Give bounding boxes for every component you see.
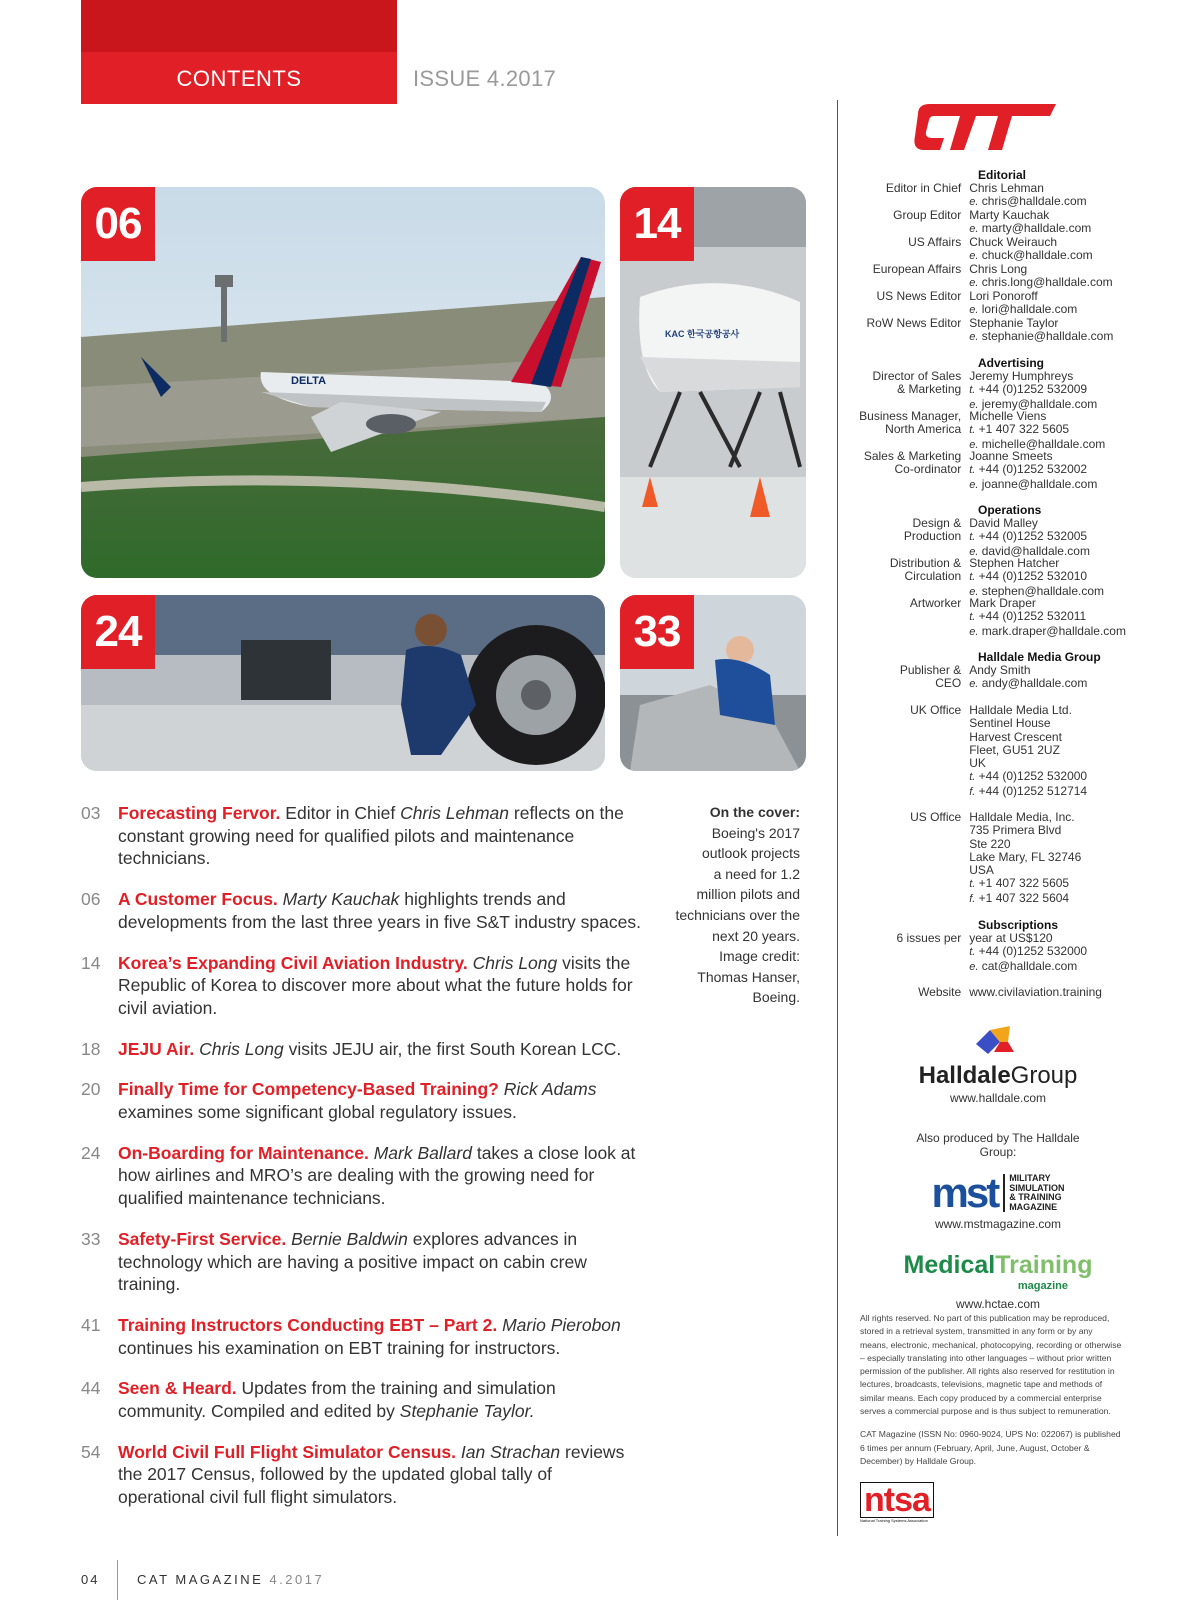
toc-entry[interactable]: 33 Safety-First Service. Bernie Baldwin explores advances in technology which are having a positive impact on cabin crew training. [81, 1228, 587, 1295]
masthead-row: Business Manager, North America Michelle Viens t. +1 407 322 5605 e. michelle@halldale.com [859, 409, 1106, 451]
website-link[interactable]: www.civilaviation.training [969, 985, 1102, 999]
operations-heading: Operations [978, 503, 1042, 517]
banner-shade [81, 0, 397, 52]
masthead-row: Distribution & Circulation Stephen Hatcher t. +44 (0)1252 532010 e. stephen@halldale.com [889, 556, 1104, 598]
cat-logo [914, 100, 1060, 154]
toc-entry[interactable]: 06 A Customer Focus. Marty Kauchak highlights trends and developments from the last three years in five S&T industry spaces. [81, 889, 641, 932]
page-number: 04 [81, 1572, 100, 1587]
photo-maintenance-technician[interactable] [81, 595, 605, 771]
masthead-row: Artworker Mark Draper t. +44 (0)1252 532011 e. mark.draper@halldale.com [909, 596, 1126, 638]
cover-caption: On the cover: Boeing's 2017 outlook projects a need for 1.2 million pilots and technicians over the next 20 years. Image credit: Thomas Hanser, Boeing. [660, 802, 800, 1008]
legal-notice: All rights reserved. No part of this publication may be reproduced, stored in a retrieval system, transmitted in any form or by any means, electronic, mechanical, photocopying, recording or otherwise – especially translating into other languages – without prior written permission of the publisher. All rights also reserved for restitution in lectures, broadcasts, televisions, magnetic tape and methods of similar means. Each copy produced by a commercial enterprise serves a commercial purpose and is thus subject to remuneration. CAT Magazine (ISSN No: 0960-9024, UPS No: 022067) is published 6 times per annum (February, April, June, August, October & December) by Halldale Group. ntsa National Training Systems Association [860, 1313, 1122, 1524]
toc-entry[interactable]: 54 World Civil Full Flight Simulator Census. Ian Strachan reviews the 2017 Census, followed by the updated global tally of operational civil full flight simulators. [81, 1441, 625, 1508]
advertising-heading: Advertising [978, 356, 1045, 370]
photo-engine-workshop[interactable] [620, 595, 806, 771]
toc-entry[interactable]: 41 Training Instructors Conducting EBT – Part 2. Mario Pierobon continues his examination on EBT training for instructors. [81, 1314, 621, 1358]
issue-label: ISSUE 4.2017 [413, 66, 557, 91]
website-row: Website www.civilaviation.training [848, 986, 1138, 999]
masthead-row: Design & Production David Malley t. +44 (0)1252 532005 e. david@halldale.com [903, 516, 1090, 558]
masthead-row: Editor in Chief Chris Lehman e. chris@halldale.com [885, 181, 1087, 209]
medical-training-logo: MedicalTraining magazine [903, 1251, 1093, 1292]
masthead-row: Director of Sales & Marketing Jeremy Humphreys t. +44 (0)1252 532009 e. jeremy@halldale.com [872, 369, 1098, 411]
toc-entry[interactable]: 20 Finally Time for Competency-Based Training? Rick Adams examines some significant global regulatory issues. [81, 1079, 597, 1123]
subscriptions-heading: Subscriptions [978, 918, 1059, 932]
masthead-row: European Affairs Chris Long e. chris.long@halldale.com [872, 262, 1113, 290]
toc-entry[interactable]: 18 JEJU Air. Chris Long visits JEJU air, the first South Korean LCC. [81, 1038, 622, 1059]
medical-training-url[interactable]: www.hctae.com [955, 1297, 1041, 1311]
photo-number-badge: 06 [81, 187, 155, 261]
masthead-row: UK Office Halldale Media Ltd. Sentinel House Harvest Crescent Fleet, GU51 2UZ UK t. +44 (0)1252 532000 f. +44 (0)1252 512714 [910, 703, 1088, 798]
footer-divider [117, 1560, 118, 1600]
halldale-url[interactable]: www.halldale.com [949, 1091, 1047, 1105]
maintenance-technician-image [81, 595, 605, 771]
svg-text:KAC 한국공항공사: KAC 한국공항공사 [665, 329, 740, 339]
also-produced-text: Also produced by The Halldale Group: [916, 1131, 1080, 1159]
cover-heading: On the cover: [709, 804, 800, 820]
masthead-row: US News Editor Lori Ponoroff e. lori@halldale.com [876, 289, 1078, 317]
masthead-row: RoW News Editor Stephanie Taylor e. stephanie@halldale.com [866, 316, 1114, 344]
toc-entry[interactable]: 14 Korea’s Expanding Civil Aviation Industry. Chris Long visits the Republic of Korea to discover more about what the future holds for civil aviation. [81, 952, 633, 1018]
svg-text:DELTA: DELTA [291, 375, 327, 387]
svg-text:CAT: CAT [986, 148, 988, 149]
photo-number-badge: 14 [620, 187, 694, 261]
photo-delta-aircraft[interactable] [81, 187, 605, 578]
masthead-row: US Affairs Chuck Weirauch e. chuck@halldale.com [908, 235, 1093, 263]
toc-entry[interactable]: 03 Forecasting Fervor. Editor in Chief Chris Lehman reflects on the constant growing need for qualified pilots and maintenance technicians. [81, 803, 624, 869]
masthead-row: US Office Halldale Media, Inc. 735 Primera Blvd Ste 220 Lake Mary, FL 32746 USA t. +1 407 322 5605 f. +1 407 322 5604 [910, 810, 1082, 905]
halldale-group-block: HalldaleGroup www.halldale.com Also produced by The Halldale Group: mst MILITARY SIMULATION & TRAINING MAGAZINE www.mstmagazine.com MedicalTraining magazine www.hctae.com [898, 1022, 1098, 1311]
mst-url[interactable]: www.mstmagazine.com [934, 1217, 1062, 1231]
delta-aircraft-image [81, 187, 605, 578]
ntsa-logo: ntsa National Training Systems Association [860, 1482, 1122, 1524]
masthead-row: Sales & Marketing Co-ordinator Joanne Smeets t. +44 (0)1252 532002 e. joanne@halldale.com [863, 449, 1098, 491]
photo-number-badge: 24 [81, 595, 155, 669]
toc-entry[interactable]: 24 On-Boarding for Maintenance. Mark Ballard takes a close look at how airlines and MRO’s are dealing with the growing need for qualified maintenance technicians. [81, 1142, 636, 1209]
masthead-row: Group Editor Marty Kauchak e. marty@halldale.com [893, 208, 1092, 236]
contents-banner [81, 0, 397, 104]
group-heading: Halldale Media Group [978, 650, 1101, 664]
mst-logo: mst MILITARY SIMULATION & TRAINING MAGAZINE [931, 1169, 1065, 1216]
masthead-row: 6 issues per year at US$120 t. +44 (0)1252 532000 e. cat@halldale.com [896, 931, 1088, 973]
masthead-row: Publisher & CEO Andy Smith e. andy@halldale.com [899, 663, 1088, 691]
halldale-logo-icon [970, 1022, 1026, 1056]
table-of-contents [81, 802, 641, 1509]
photo-flight-simulator[interactable] [620, 187, 806, 578]
column-divider [837, 100, 838, 1536]
contents-label: CONTENTS [176, 66, 302, 91]
photo-number-badge: 33 [620, 595, 694, 669]
toc-entry[interactable]: 44 Seen & Heard. Updates from the training and simulation community. Compiled and edited by Stephanie Taylor. [81, 1378, 556, 1422]
editorial-heading: Editorial [978, 168, 1027, 182]
footer-magazine: CAT MAGAZINE 4.2017 [137, 1572, 325, 1587]
